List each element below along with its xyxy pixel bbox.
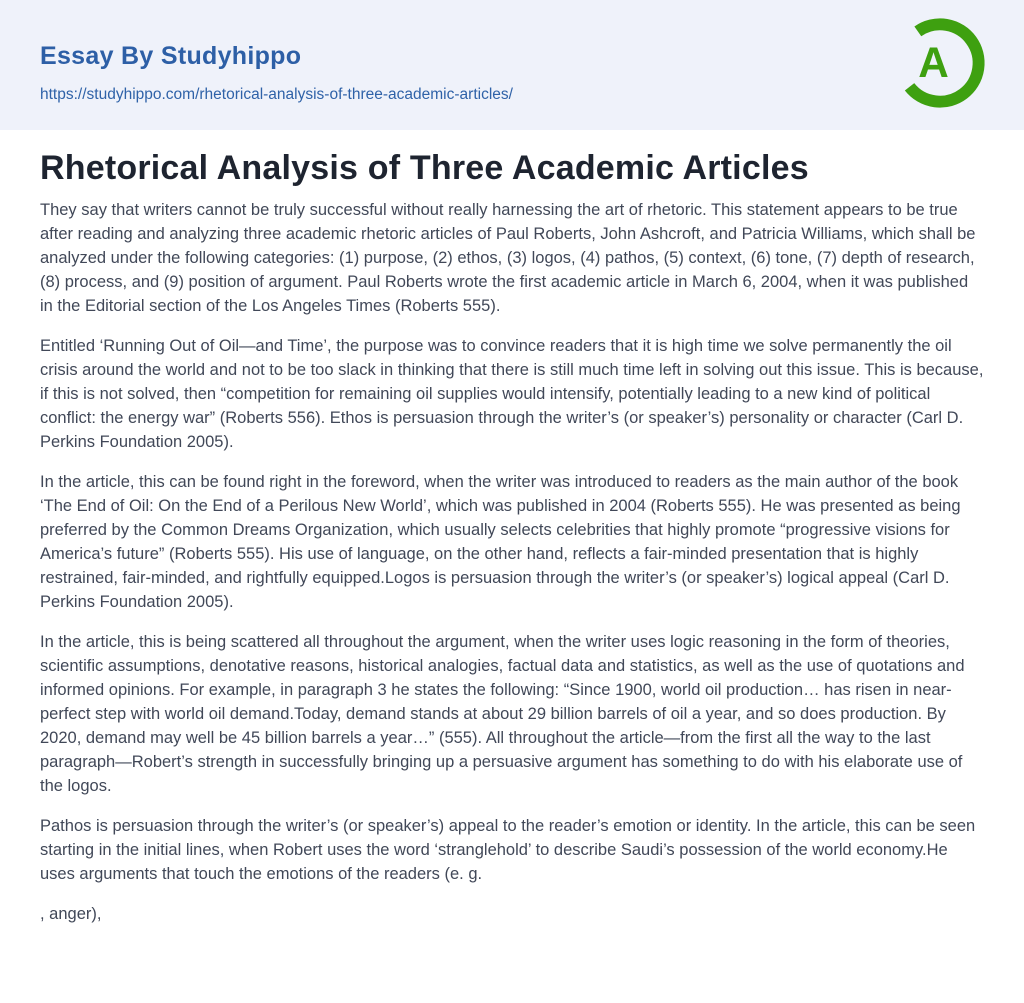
studyhippo-logo-icon — [894, 17, 986, 109]
essay-paragraph: In the article, this is being scattered all throughout the argument, when the writer uses logic reasoning in the form of theories, scientific assumptions, denotative reasons, historical analogies, factual data and statistics, as well as the use of quotations and informed opinions. For example, in paragraph 3 he states the following: “Since 1900, world oil production… has risen in near-perfect step with world oil demand.Today, demand stands at about 29 billion barrels of oil a year, and so does production. By 2020, demand may well be 45 billion barrels a year…” (555). All throughout the article—from the first all the way to the last paragraph—Robert’s strength in successfully bringing up a persuasive argument has something to do with his elaborate use of the logos. — [40, 633, 965, 795]
essay-paragraph: In the article, this can be found right in the foreword, when the writer was introduced to readers as the main author of the book ‘The End of Oil: On the End of a Perilous New World’, which was published in 2004 (Roberts 555). He was presented as being preferred by the Common Dreams Organization, which usually selects celebrities that highly promote “progressive visions for America’s future” (Roberts 555). His use of language, on the other hand, reflects a fair-minded presentation that is highly restrained, fair-minded, and rightfully equipped.Logos is persuasion through the writer’s (or speaker’s) logical appeal (Carl D. Perkins Foundation 2005). — [40, 473, 961, 611]
logo-letter: A — [918, 38, 949, 86]
essay-paragraph: Pathos is persuasion through the writer’s (or speaker’s) appeal to the reader’s emotion or identity. In the article, this can be seen starting in the initial lines, when Robert uses the word ‘stranglehold’ to describe Saudi’s possession of the world economy.He uses arguments that touch the emotions of the readers (e. g. — [40, 817, 976, 883]
page-header — [0, 0, 1024, 130]
essay-paragraph: , anger), — [40, 905, 102, 923]
article-title: Rhetorical Analysis of Three Academic Articles — [40, 149, 809, 187]
article-content — [0, 148, 1024, 926]
essay-body — [40, 198, 984, 926]
essay-paragraph: Entitled ‘Running Out of Oil—and Time’, the purpose was to convince readers that it is high time we solve permanently the oil crisis around the world and not to be too slack in thinking that there is still much time left in solving out this issue. This is because, if this is not solved, then “competition for remaining oil supplies would intensify, potentially leading to a new kind of political conflict: the energy war” (Roberts 556). Ethos is persuasion through the writer’s (or speaker’s) personality or character (Carl D. Perkins Foundation 2005). — [40, 337, 984, 451]
site-title: Essay By Studyhippo — [40, 42, 302, 70]
source-url-link[interactable]: https://studyhippo.com/rhetorical-analysis-of-three-academic-articles/ — [40, 86, 513, 103]
essay-paragraph: They say that writers cannot be truly successful without really harnessing the art of rhetoric. This statement appears to be true after reading and analyzing three academic rhetoric articles of Paul Roberts, John Ashcroft, and Patricia Williams, which shall be analyzed under the following categories: (1) purpose, (2) ethos, (3) logos, (4) pathos, (5) context, (6) tone, (7) depth of research, (8) process, and (9) position of argument. Paul Roberts wrote the first academic article in March 6, 2004, when it was published in the Editorial section of the Los Angeles Times (Roberts 555). — [40, 201, 976, 315]
